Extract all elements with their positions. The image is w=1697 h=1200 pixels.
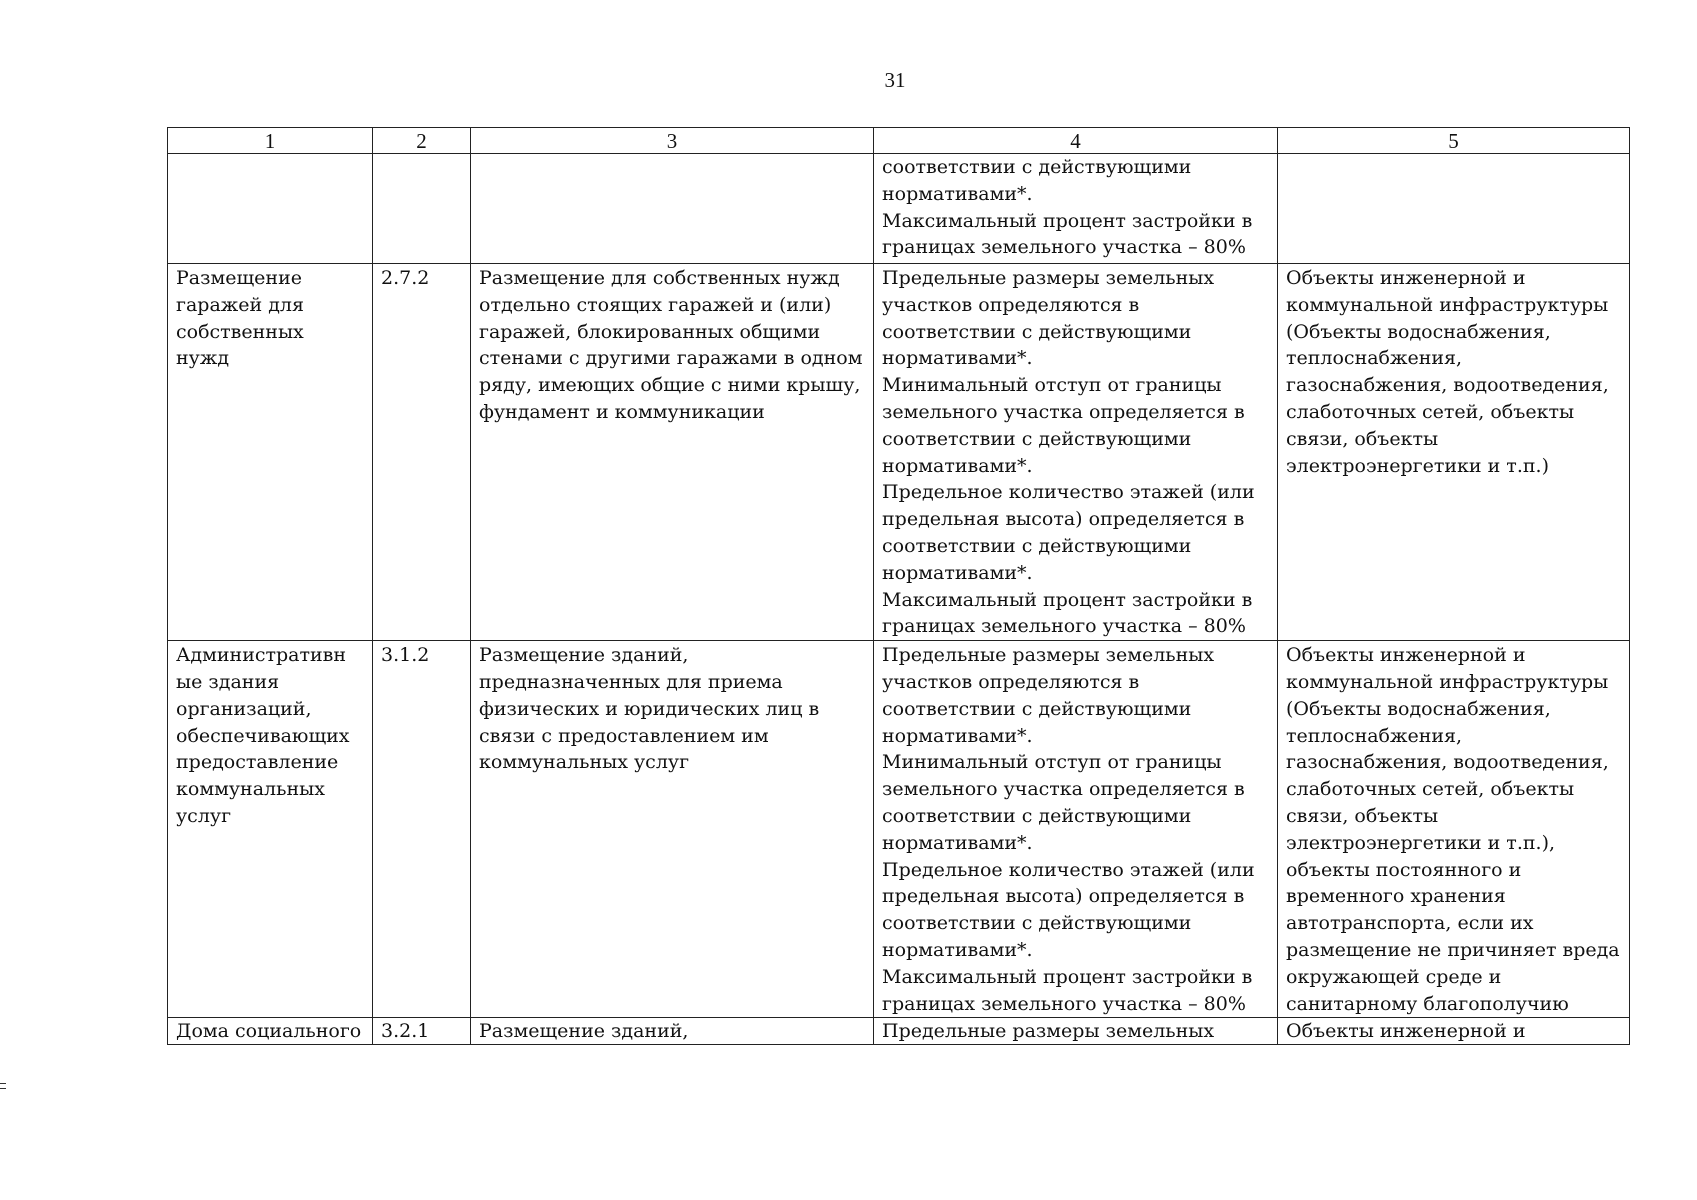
table-row	[168, 154, 1630, 264]
use-description-cell: Размещение зданий, предназначенных для приема физических и юридических лиц в связи с предоставлением им коммунальных услуг	[471, 641, 874, 1018]
regulations-table	[167, 127, 1630, 1045]
header-cell-4: 4	[874, 128, 1278, 154]
use-description-cell: Размещение зданий,	[471, 1018, 874, 1045]
header-cell-3: 3	[471, 128, 874, 154]
parameters-cell: Предельные размеры земельных участков определяются в соответствии с действующими нормативами*. Минимальный отступ от границы земельного участка определяется в соответствии с действующими нормативами*. Предельное количество этажей (или предельная высота) определяется в соответствии с действующими нормативами*. Максимальный процент застройки в границах земельного участка – 80%	[874, 264, 1278, 641]
parameters-cell: соответствии с действующими нормативами*. Максимальный процент застройки в границах земельного участка – 80%	[874, 154, 1278, 264]
parameters-cell: Предельные размеры земельных	[874, 1018, 1278, 1045]
auxiliary-uses-cell: Объекты инженерной и коммунальной инфраструктуры (Объекты водоснабжения, теплоснабжения, газоснабжения, водоотведения, слаботочных сетей, объекты связи, объекты электроэнергетики и т.п.), объекты постоянного и временного хранения автотранспорта, если их размещение не причиняет вреда окружающей среде и санитарному благополучию	[1278, 641, 1630, 1018]
use-description-cell	[471, 154, 874, 264]
table-row	[168, 264, 1630, 641]
use-code-cell: 3.1.2	[373, 641, 471, 1018]
use-name-cell	[168, 154, 373, 264]
scan-edge-mark	[0, 1083, 6, 1089]
use-name-cell: Дома социального	[168, 1018, 373, 1045]
auxiliary-uses-cell: Объекты инженерной и коммунальной инфраструктуры (Объекты водоснабжения, теплоснабжения, газоснабжения, водоотведения, слаботочных сетей, объекты связи, объекты электроэнергетики и т.п.)	[1278, 264, 1630, 641]
use-description-cell: Размещение для собственных нужд отдельно стоящих гаражей и (или) гаражей, блокированных общими стенами с другими гаражами в одном ряду, имеющих общие с ними крышу, фундамент и коммуникации	[471, 264, 874, 641]
use-code-cell	[373, 154, 471, 264]
table-row	[168, 641, 1630, 1018]
parameters-cell: Предельные размеры земельных участков определяются в соответствии с действующими нормативами*. Минимальный отступ от границы земельного участка определяется в соответствии с действующими нормативами*. Предельное количество этажей (или предельная высота) определяется в соответствии с действующими нормативами*. Максимальный процент застройки в границах земельного участка – 80%	[874, 641, 1278, 1018]
auxiliary-uses-cell: Объекты инженерной и	[1278, 1018, 1630, 1045]
header-cell-2: 2	[373, 128, 471, 154]
page-number: 31	[884, 68, 906, 92]
auxiliary-uses-cell	[1278, 154, 1630, 264]
table-header-row	[168, 128, 1630, 154]
header-cell-1: 1	[168, 128, 373, 154]
use-code-cell: 2.7.2	[373, 264, 471, 641]
table-row	[168, 1018, 1630, 1045]
use-code-cell: 3.2.1	[373, 1018, 471, 1045]
header-cell-5: 5	[1278, 128, 1630, 154]
use-name-cell: Административн ые здания организаций, обеспечивающих предоставление коммунальных услуг	[168, 641, 373, 1018]
use-name-cell: Размещение гаражей для собственных нужд	[168, 264, 373, 641]
